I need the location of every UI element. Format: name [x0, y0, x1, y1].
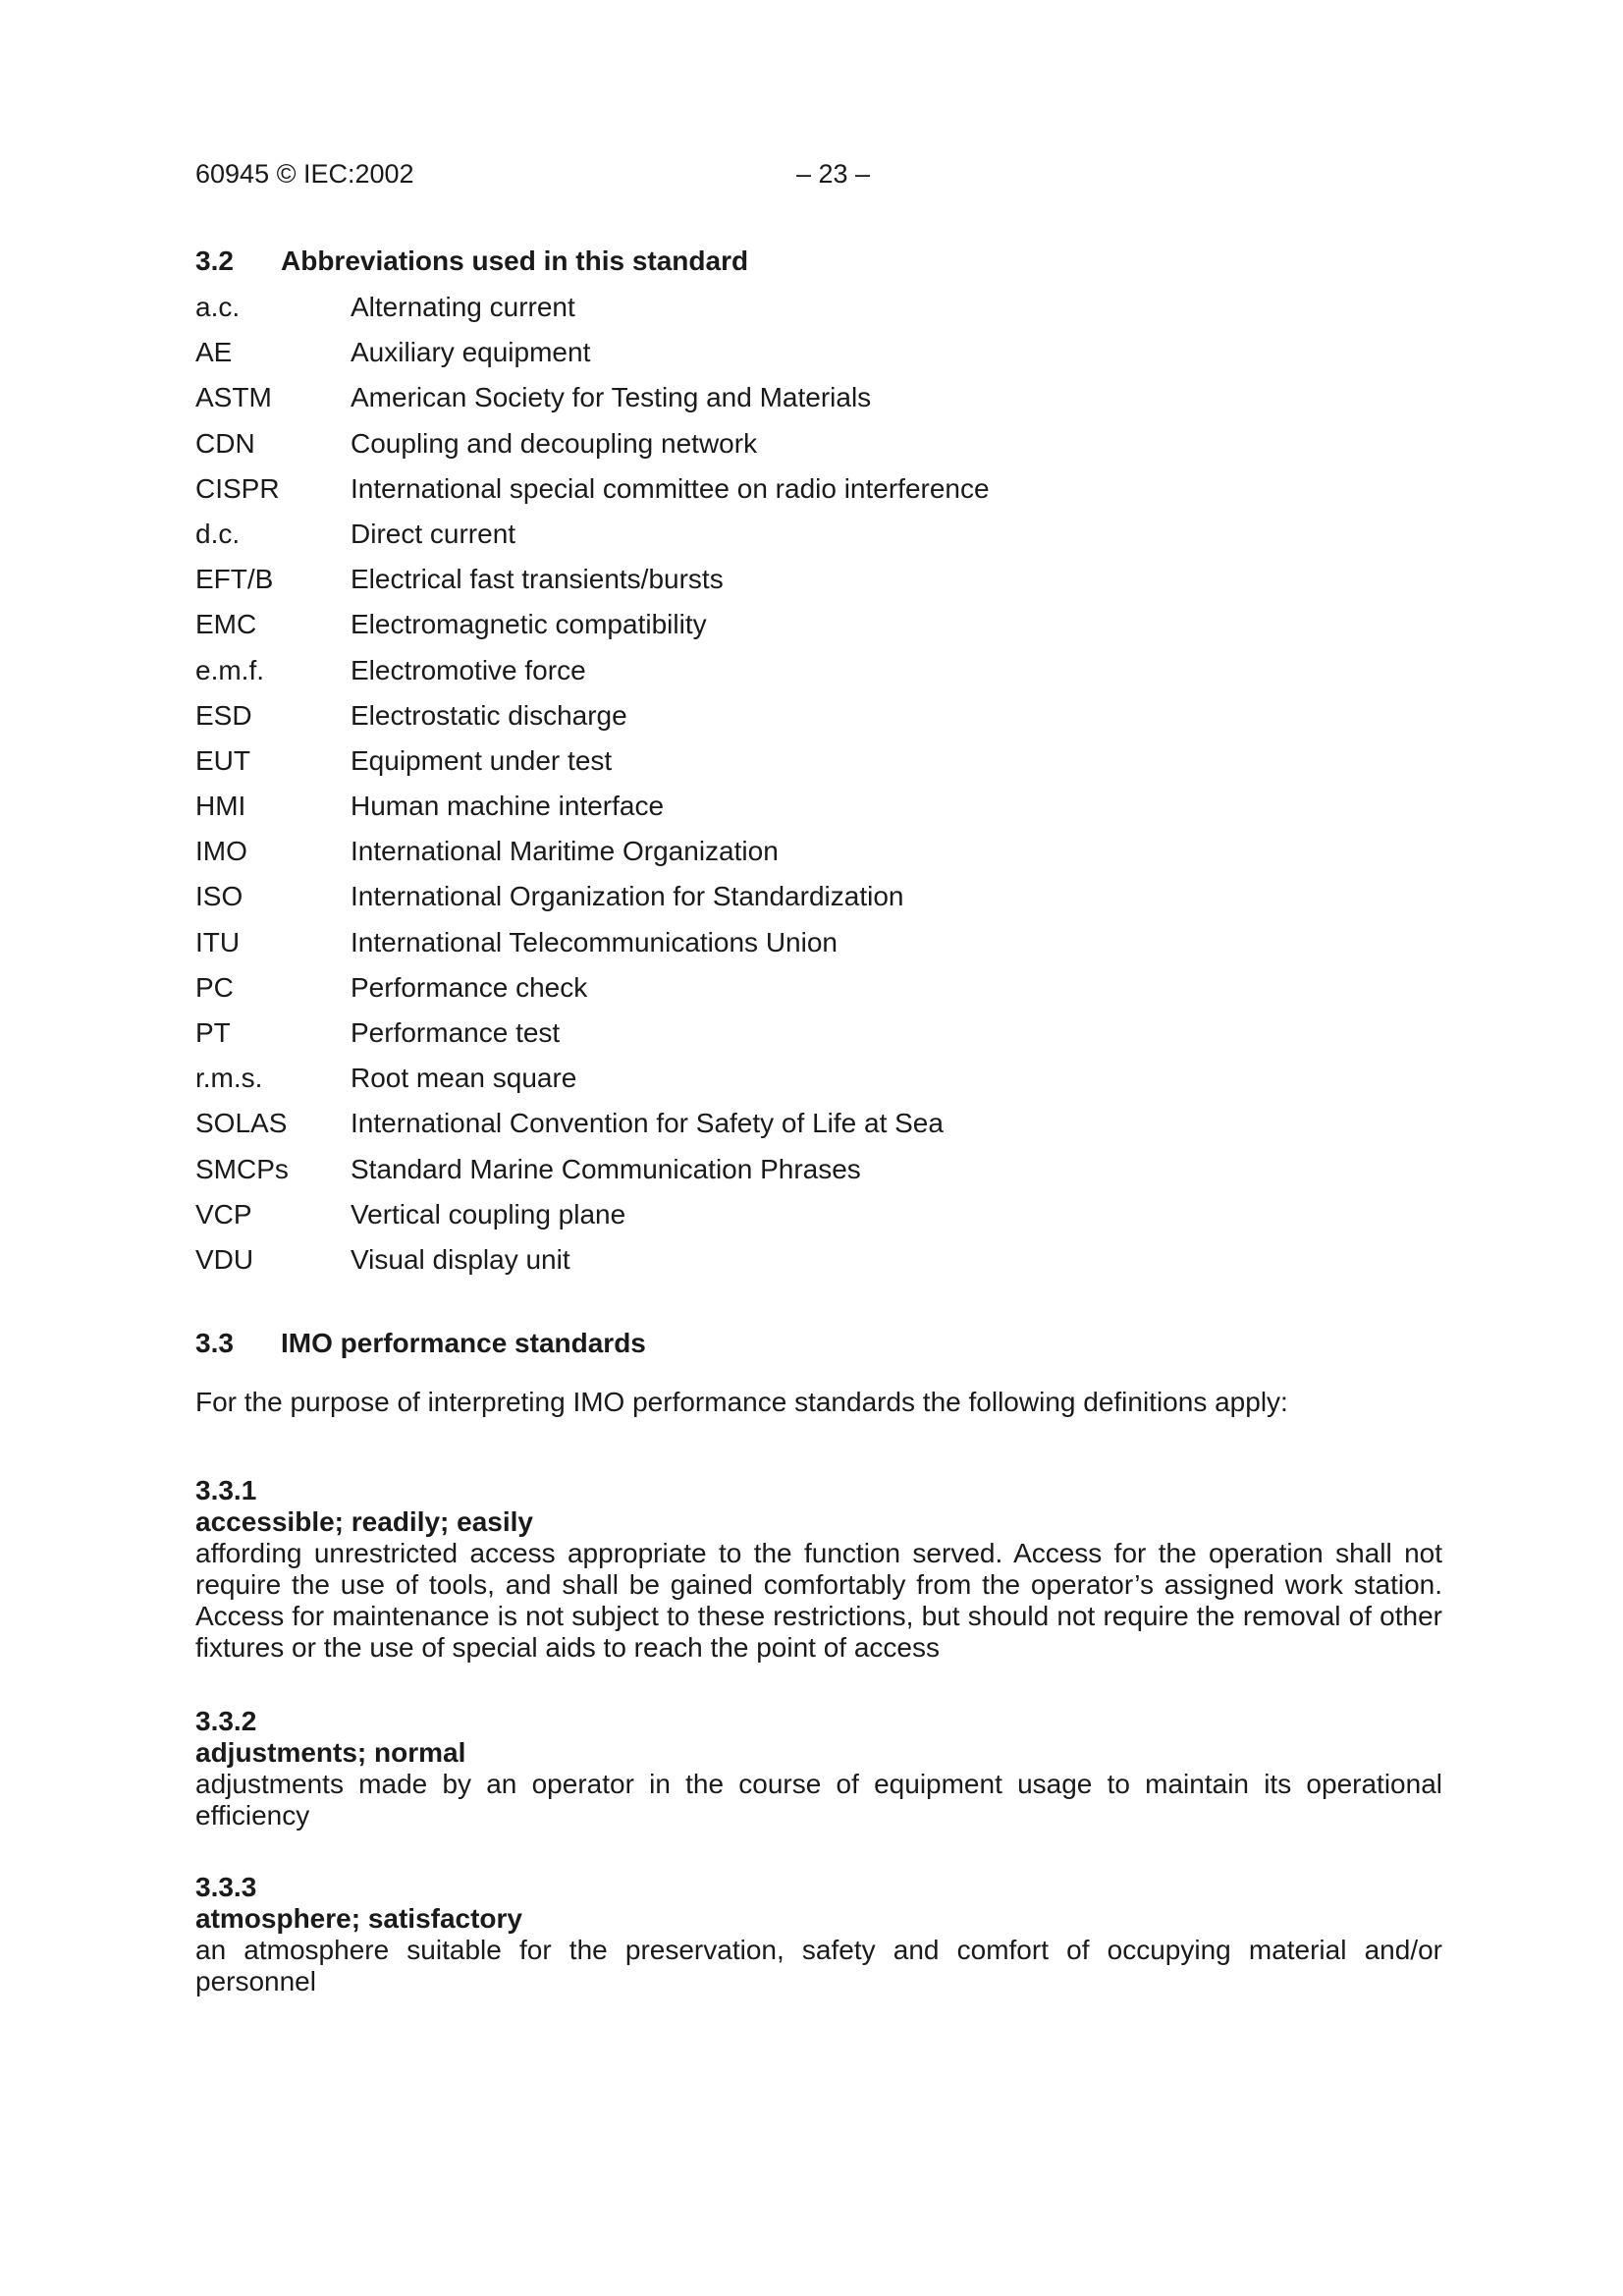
abbreviation-row — [195, 381, 1442, 426]
term-number: 3.3.1 — [195, 1475, 257, 1505]
abbreviation-term: AE — [195, 337, 233, 368]
abbreviation-term: EMC — [195, 609, 257, 640]
abbreviation-term: ISO — [195, 881, 243, 912]
abbreviation-meaning: International Convention for Safety of Life at Sea — [351, 1108, 944, 1139]
abbreviation-meaning: Alternating current — [351, 292, 575, 322]
abbreviation-term: a.c. — [195, 292, 241, 322]
term-entry — [195, 1706, 1442, 1831]
abbreviation-term: SMCPs — [195, 1153, 289, 1184]
term-definition: adjustments made by an operator in the course of equipment usage to maintain its operational efficiency — [195, 1769, 1442, 1831]
abbreviation-row — [195, 608, 1442, 653]
abbreviation-meaning: Performance test — [351, 1017, 561, 1048]
page-number: – 23 – — [796, 159, 871, 189]
abbreviation-term: ESD — [195, 699, 252, 731]
abbreviation-meaning: Electrostatic discharge — [351, 699, 627, 731]
section-intro: For the purpose of interpreting IMO performance standards the following definitions apply: — [195, 1387, 1288, 1417]
abbreviation-row — [195, 1153, 1442, 1198]
abbreviation-meaning: American Society for Testing and Materials — [351, 382, 872, 413]
abbreviation-term: VDU — [195, 1243, 254, 1275]
abbreviation-row — [195, 926, 1442, 971]
abbreviation-row — [195, 291, 1442, 336]
section-heading-3-3 — [195, 1328, 646, 1359]
abbreviation-row — [195, 971, 1442, 1016]
abbreviation-term: PT — [195, 1017, 231, 1048]
section-title: IMO performance standards — [281, 1328, 646, 1358]
abbreviation-meaning: International Telecommunications Union — [351, 926, 838, 957]
abbreviation-term: EUT — [195, 744, 250, 776]
abbreviation-row — [195, 518, 1442, 563]
abbreviation-row — [195, 699, 1442, 744]
abbreviation-term: ASTM — [195, 382, 272, 413]
abbreviation-term: HMI — [195, 791, 246, 822]
term-definition: an atmosphere suitable for the preservation, safety and comfort of occupying material and/or personnel — [195, 1935, 1442, 1996]
abbreviation-row — [195, 1107, 1442, 1152]
abbreviation-row — [195, 744, 1442, 790]
abbreviation-row — [195, 1016, 1442, 1062]
abbreviation-meaning: International special committee on radio interference — [351, 472, 990, 504]
section-heading-3-2 — [195, 246, 748, 277]
abbreviation-row — [195, 427, 1442, 472]
abbreviation-row — [195, 563, 1442, 608]
abbreviation-meaning: Electrical fast transients/bursts — [351, 564, 724, 595]
abbreviation-term: IMO — [195, 836, 247, 867]
term-number: 3.3.3 — [195, 1872, 257, 1902]
abbreviation-meaning: Visual display unit — [351, 1243, 570, 1275]
abbreviation-meaning: Root mean square — [351, 1063, 577, 1094]
abbreviation-term: e.m.f. — [195, 654, 265, 685]
abbreviation-meaning: Human machine interface — [351, 791, 665, 822]
term-entry — [195, 1872, 1442, 1997]
abbreviation-row — [195, 654, 1442, 699]
term-entry — [195, 1475, 1442, 1664]
term-name: accessible; readily; easily — [195, 1506, 533, 1537]
abbreviation-meaning: International Maritime Organization — [351, 836, 779, 867]
abbreviation-meaning: Equipment under test — [351, 744, 613, 776]
abbreviation-term: VCP — [195, 1198, 252, 1230]
abbreviation-meaning: Electromotive force — [351, 654, 586, 685]
abbreviation-term: ITU — [195, 926, 241, 957]
term-definition: affording unrestricted access appropriate to the function served. Access for the operation shall not require the use of tools, and shall be gained comfortably from the operator’s assigned work station. Access for maintenance is not subject to these restrictions, but should not require the removal of other fixtures or the use of special aids to reach the point of access — [195, 1538, 1442, 1663]
abbreviation-term: CDN — [195, 427, 255, 459]
abbreviation-row — [195, 1198, 1442, 1243]
abbreviation-meaning: Direct current — [351, 518, 516, 549]
abbreviation-row — [195, 1243, 1442, 1288]
abbreviation-row — [195, 790, 1442, 835]
term-name: atmosphere; satisfactory — [195, 1903, 523, 1934]
abbreviation-term: SOLAS — [195, 1108, 288, 1139]
abbreviation-row — [195, 835, 1442, 880]
abbreviation-meaning: Performance check — [351, 971, 588, 1003]
abbreviation-meaning: Standard Marine Communication Phrases — [351, 1153, 861, 1184]
section-number: 3.3 — [195, 1328, 234, 1358]
abbreviation-meaning: Auxiliary equipment — [351, 337, 591, 368]
abbreviation-meaning: Vertical coupling plane — [351, 1198, 626, 1230]
section-number: 3.2 — [195, 246, 234, 276]
abbreviation-term: r.m.s. — [195, 1063, 263, 1094]
section-title: Abbreviations used in this standard — [281, 246, 749, 276]
abbreviation-term: d.c. — [195, 518, 241, 549]
abbreviation-row — [195, 880, 1442, 925]
abbreviation-term: CISPR — [195, 472, 280, 504]
term-number: 3.3.2 — [195, 1706, 257, 1736]
abbreviations-list — [195, 291, 1442, 1288]
abbreviation-row — [195, 336, 1442, 381]
term-name: adjustments; normal — [195, 1737, 466, 1768]
abbreviation-term: EFT/B — [195, 564, 274, 595]
standard-reference: 60945 © IEC:2002 — [195, 159, 414, 189]
abbreviation-row — [195, 1062, 1442, 1107]
abbreviation-meaning: Electromagnetic compatibility — [351, 609, 707, 640]
abbreviation-row — [195, 472, 1442, 518]
abbreviation-meaning: International Organization for Standardization — [351, 881, 904, 912]
abbreviation-term: PC — [195, 971, 234, 1003]
abbreviation-meaning: Coupling and decoupling network — [351, 427, 758, 459]
